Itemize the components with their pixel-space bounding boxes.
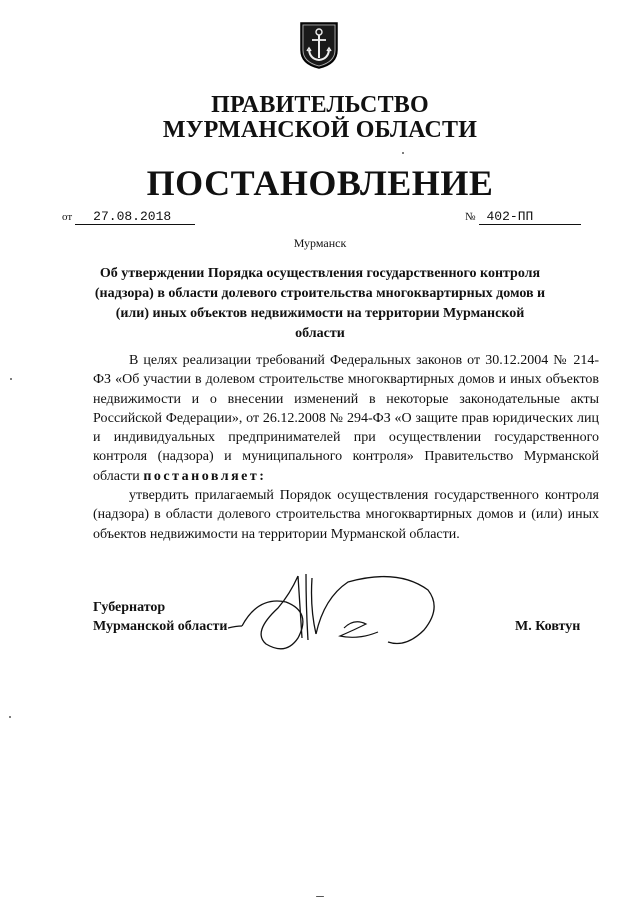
- document-body: [93, 351, 599, 544]
- number-prefix: №: [465, 211, 476, 223]
- scan-speck: [9, 716, 11, 718]
- scan-speck: [402, 152, 404, 154]
- coat-of-arms-icon: [298, 20, 340, 70]
- signatory-title-line2: Мурманской области: [93, 619, 228, 634]
- document-date: 27.08.2018: [75, 210, 195, 225]
- org-name-line1: ПРАВИТЕЛЬСТВО: [211, 92, 429, 118]
- body-paragraph-2: утвердить прилагаемый Порядок осуществления государственного контроля (надзора) в области долевого строительства многоквартирных домов и (или) иных объектов недвижимости на территории Мурманской области.: [93, 488, 599, 542]
- document-number-line: [465, 207, 581, 226]
- document-number: 402-ПП: [479, 210, 581, 225]
- org-name-line2: МУРМАНСКОЙ ОБЛАСТИ: [162, 117, 478, 143]
- date-prefix: от: [62, 211, 73, 223]
- signatory-title: [93, 598, 227, 636]
- body-paragraph-1: [93, 351, 599, 486]
- document-date-line: [62, 207, 195, 226]
- handwritten-signature: [228, 568, 448, 658]
- scan-speck: [316, 896, 324, 897]
- resolution-keyword: постановляет:: [143, 468, 267, 484]
- document-type-title: ПОСТАНОВЛЕНИЕ: [146, 163, 494, 203]
- document-subject: Об утверждении Порядка осуществления государственного контроля (надзора) в области долевого строительства многоквартирных домов и (или) иных объектов недвижимости на территории Мурманской области: [94, 266, 546, 341]
- signatory-title-line1: Губернатор: [93, 600, 166, 615]
- paragraph-1-text: В целях реализации требований Федеральных законов от 30.12.2004 № 214-ФЗ «Об участии в долевом строительстве многоквартирных домов и иных объектов недвижимости и о внесении изменений в некоторые законодательные акты Российской Федерации», от 26.12.2008 № 294-ФЗ «О защите прав юридических лиц и индивидуальных предпринимателей при осуществлении государственного контроля (надзора) и муниципального контроля» Правительство Мурманской области: [93, 353, 599, 484]
- signatory-name: М. Ковтун: [515, 619, 581, 634]
- scan-speck: [10, 378, 12, 380]
- city-name: Мурманск: [293, 236, 347, 250]
